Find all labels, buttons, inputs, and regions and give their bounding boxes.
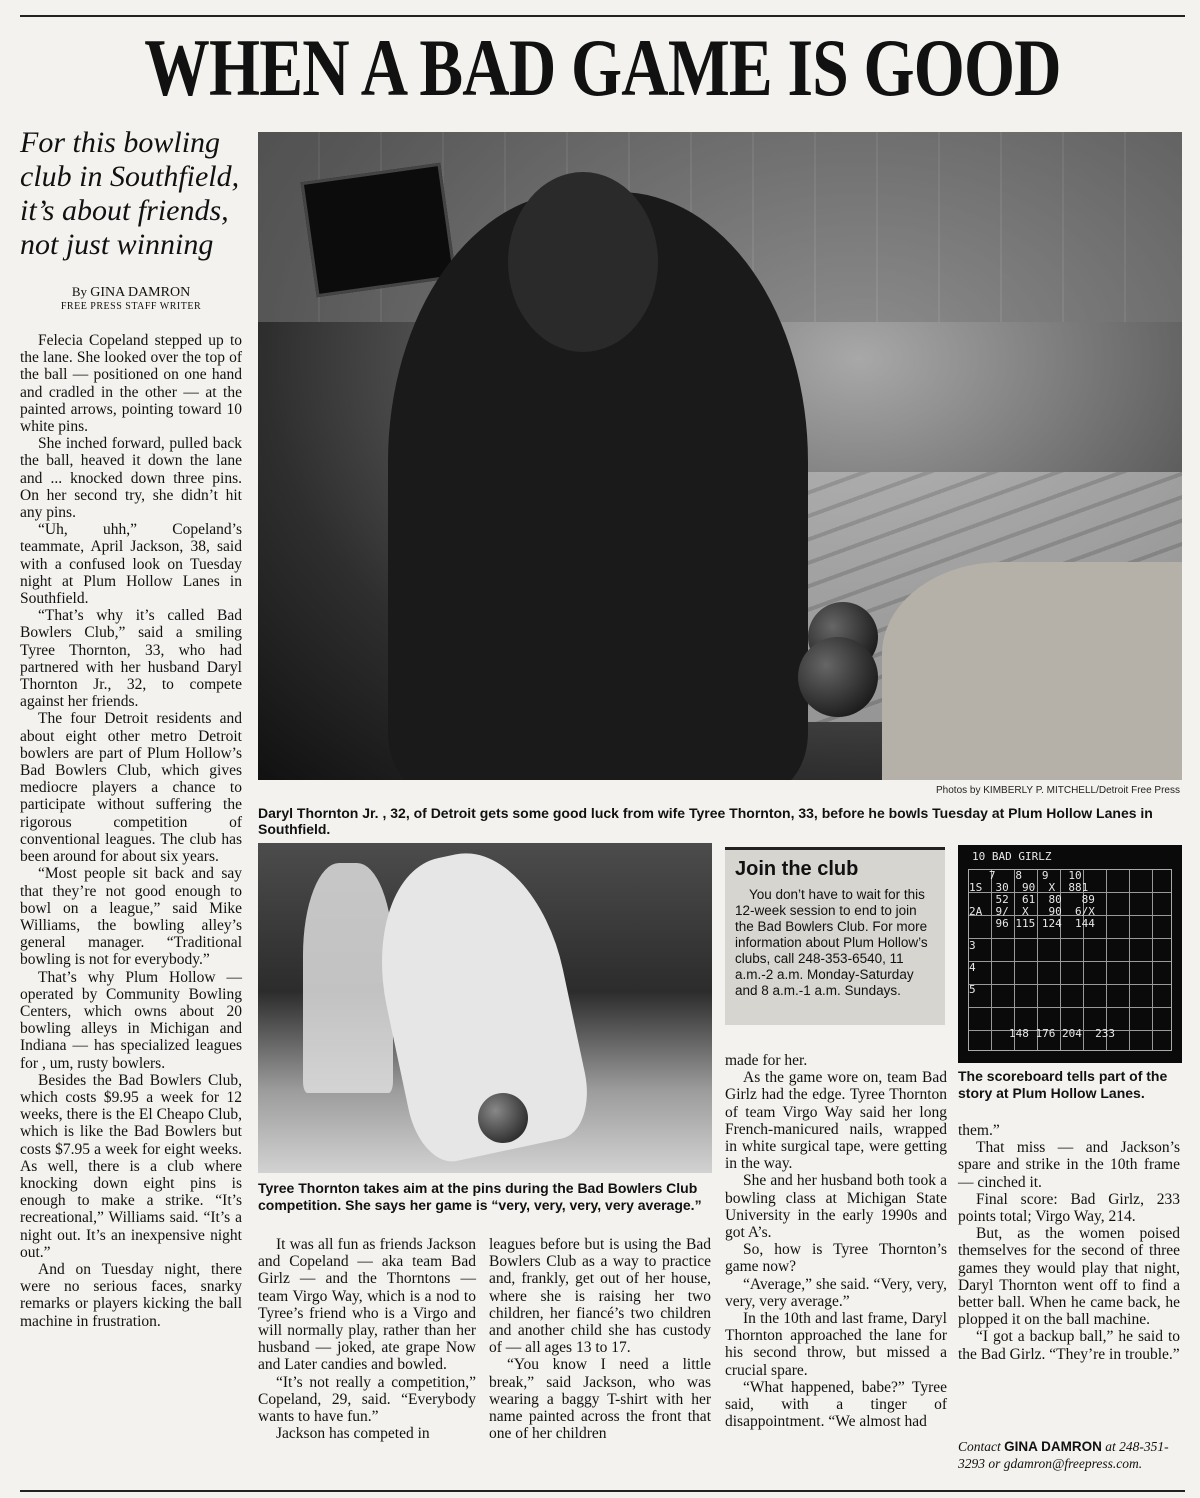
photo-ball — [478, 1093, 528, 1143]
top-rule — [20, 15, 1185, 17]
scoreboard-photo — [958, 845, 1182, 1063]
photo-bowler-head — [508, 172, 658, 352]
scoreboard-row-2b: 96 115 124 144 — [969, 917, 1095, 930]
scoreboard-row-3: 3 — [969, 939, 976, 952]
paragraph: That miss — and Jackson’s spare and strike in the 10th frame — cinched it. — [958, 1139, 1180, 1191]
main-photo — [258, 132, 1182, 780]
paragraph: As the game wore on, team Bad Girlz had the edge. Tyree Thornton of team Virgo Way said her long French-manicured nails, wrapped in white surgical tape, were getting in the way. — [725, 1069, 947, 1173]
paragraph: “Most people sit back and say that they’re not good enough to bowl on a league,” said Mike Williams, the bowling alley’s general manager. “Traditional bowling is not for everybody.” — [20, 865, 242, 969]
join-club-title: Join the club — [735, 858, 859, 880]
paragraph: The four Detroit residents and about eight other metro Detroit bowlers are part of Plum Hollow’s Bad Bowlers Club, which gives mediocre players a chance to participate without suffering the rigorous competition of conventional leagues. The club has been around for about six years. — [20, 710, 242, 866]
article-column-1 — [20, 332, 242, 1330]
scoreboard-caption: The scoreboard tells part of the story at Plum Hollow Lanes. — [958, 1068, 1168, 1101]
paragraph: “That’s why it’s called Bad Bowlers Club,” said a smiling Tyree Thornton, 33, who had partnered with her husband Daryl Thornton Jr., 32, to compete against her friends. — [20, 607, 242, 711]
photo-hand — [882, 562, 1182, 780]
paragraph: them.” — [958, 1122, 1000, 1139]
scoreboard-row-4: 4 — [969, 961, 976, 974]
scoreboard-totals: 148 176 204 233 — [1009, 1027, 1115, 1040]
paragraph: But, as the women poised themselves for the second of three games they would play that night, Daryl Thornton went off to find a better ball. When he came back, he plopped it on the ball machine. — [958, 1225, 1180, 1329]
paragraph: leagues before but is using the Bad Bowlers Club as a way to practice and, frankly, get out of her house, where she is raising her two children, her fiancé’s two children and another child she has custody of — all ages 13 to 17. — [489, 1236, 711, 1357]
paragraph: “I got a backup ball,” he said to the Bad Girlz. “They’re in trouble.” — [958, 1328, 1180, 1363]
paragraph: “Uh, uhh,” Copeland’s teammate, April Jackson, 38, said with a confused look on Tuesday night at Plum Hollow Lanes in Southfield. — [20, 521, 242, 608]
paragraph: She inched forward, pulled back the ball, heaved it down the lane and ... knocked down three pins. On her second try, she didn’t hit any pins. — [20, 435, 242, 522]
scoreboard-row-1b: 52 61 80 89 — [969, 893, 1095, 906]
article-column-4 — [725, 1052, 947, 1430]
headline: WHEN A BAD GAME IS GOOD — [144, 22, 1061, 113]
deck-subheadline: For this bowling club in Southfield, it’s about friends, not just winning — [20, 126, 240, 261]
paragraph: And on Tuesday night, there were no serious faces, snarky remarks or players kicking the ball machine in frustration. — [20, 1260, 242, 1330]
scoreboard-header: 10 BAD GIRLZ — [972, 850, 1052, 863]
article-column-2 — [258, 1236, 476, 1442]
byline-prefix: By — [71, 284, 87, 299]
contact-line — [958, 1438, 1180, 1472]
join-club-body: You don’t have to wait for this 12-week session to end to join the Bad Bowlers Club. For more information about Plum Hollow’s clubs, call 248-353-6540, 11 a.m.-2 a.m. Monday-Saturday and 8 a.m.-1 a.m. Sundays. — [735, 887, 928, 998]
byline-role: FREE PRESS STAFF WRITER — [60, 301, 202, 312]
paragraph: “What happened, babe?” Tyree said, with a tinger of disappointment. “We almost had — [725, 1378, 947, 1431]
scoreboard-row-5: 5 — [969, 983, 976, 996]
second-photo — [258, 843, 712, 1173]
paragraph: Felecia Copeland stepped up to the lane. She looked over the top of the ball — positioned on one hand and cradled in the other — at the painted arrows, pointing toward 10 white pins. — [20, 332, 242, 436]
byline — [20, 284, 242, 312]
bottom-rule — [20, 1490, 1185, 1492]
second-photo-caption: Tyree Thornton takes aim at the pins during the Bad Bowlers Club competition. She says her game is “very, very, very, very average.” — [258, 1180, 702, 1213]
paragraph: So, how is Tyree Thornton’s game now? — [725, 1241, 947, 1276]
article-column-3 — [489, 1236, 711, 1442]
photo-monitor — [301, 163, 457, 297]
paragraph: Jackson has competed in — [276, 1425, 430, 1443]
paragraph: “It’s not really a competition,” Copeland, 29, said. “Everybody wants to have fun.” — [258, 1373, 476, 1426]
paragraph: Besides the Bad Bowlers Club, which costs $9.95 a week for 12 weeks, there is the El Cheapo Club, which is like the Bad Bowlers but costs $7.95 a week for eight weeks. As well, there is a club where knocking down eight pins is enough to make a strike. “It’s recreational,” Williams said. “It’s a night out. It’s an inexpensive night out.” — [20, 1071, 242, 1261]
scoreboard-row-1: 1S 30 90 X 881 — [969, 881, 1089, 894]
paragraph: That’s why Plum Hollow — operated by Community Bowling Centers, which owns about 20 bowling alleys in Michigan and Indiana — has specialized leagues for , um, rusty bowlers. — [20, 968, 242, 1072]
contact-prefix: Contact — [958, 1439, 1001, 1454]
scoreboard-grid — [968, 869, 1172, 1051]
contact-details: at 248-351-3293 or gdamron@freepress.com. — [958, 1439, 1169, 1471]
paragraph: “You know I need a little break,” said Jackson, who was wearing a baggy T-shirt with her name painted across the front that one of her children — [489, 1356, 711, 1443]
photo-background-person — [303, 863, 393, 1093]
article-column-5 — [958, 1122, 1180, 1363]
paragraph: Final score: Bad Girlz, 233 points total; Virgo Way, 214. — [958, 1190, 1180, 1226]
photo-credit: Photos by KIMBERLY P. MITCHELL/Detroit Free Press — [936, 785, 1180, 796]
paragraph: “Average,” she said. “Very, very, very, very average.” — [725, 1275, 947, 1310]
paragraph: She and her husband both took a bowling class at Michigan State University in the early 1990s and got A’s. — [725, 1172, 947, 1242]
paragraph: It was all fun as friends Jackson and Copeland — aka team Bad Girlz — and the Thorntons — team Virgo Way, which is a nod to Tyree’s friend who is a Virgo and will normally play, rather than her husband — joked, ate grape Now and Later candies and bowled. — [258, 1236, 476, 1374]
byline-name: GINA DAMRON — [90, 285, 191, 300]
join-club-box — [725, 847, 945, 1025]
scoreboard-frames: 7 8 9 10 — [969, 869, 1082, 882]
paragraph: made for her. — [725, 1052, 808, 1069]
contact-name: GINA DAMRON — [1004, 1439, 1102, 1454]
photo-ball-2 — [798, 637, 878, 717]
scoreboard-row-2: 2A 9/ X 90 6/X — [969, 905, 1095, 918]
main-photo-caption: Daryl Thornton Jr. , 32, of Detroit gets some good luck from wife Tyree Thornton, 33, before he bowls Tuesday at Plum Hollow Lanes in Southfield. — [258, 805, 1153, 837]
paragraph: In the 10th and last frame, Daryl Thornton approached the lane for his second throw, but missed a crucial spare. — [725, 1310, 947, 1379]
